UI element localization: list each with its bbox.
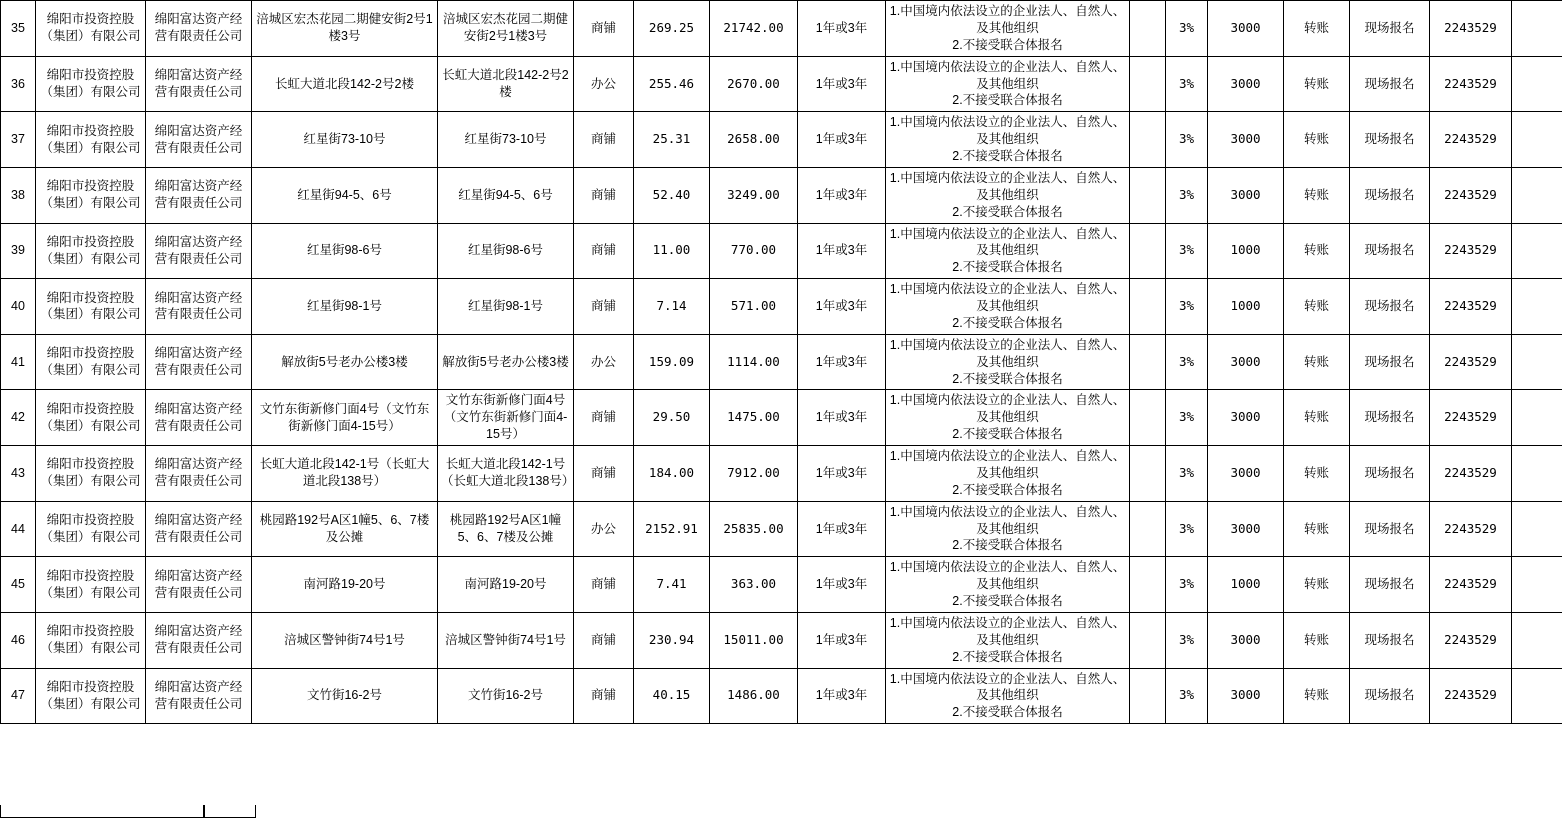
owner-unit: 绵阳市投资控股（集团）有限公司 (36, 668, 146, 724)
contact-phone: 2243529 (1430, 668, 1512, 724)
contact-phone: 2243529 (1430, 501, 1512, 557)
lease-term: 1年或3年 (798, 390, 886, 446)
property-address: 红星街73-10号 (438, 112, 574, 168)
spacer-cell (1130, 223, 1166, 279)
property-use: 办公 (574, 501, 634, 557)
signup-method: 现场报名 (1350, 557, 1430, 613)
bidder-conditions: 1.中国境内依法设立的企业法人、自然人、及其他组织 2.不接受联合体报名 (886, 668, 1130, 724)
property-address: 长虹大道北段142-1号（长虹大道北段138号） (438, 446, 574, 502)
payment-method: 转账 (1284, 390, 1350, 446)
agent-unit: 绵阳富达资产经营有限责任公司 (146, 557, 252, 613)
deposit-amount: 1000 (1208, 223, 1284, 279)
owner-unit: 绵阳市投资控股（集团）有限公司 (36, 167, 146, 223)
table-row (1, 668, 1562, 724)
agent-unit: 绵阳富达资产经营有限责任公司 (146, 446, 252, 502)
table-row (1, 112, 1562, 168)
spacer-cell (1130, 501, 1166, 557)
row-index: 38 (1, 167, 36, 223)
contact-phone: 2243529 (1430, 390, 1512, 446)
table-row (1, 223, 1562, 279)
contact-phone: 2243529 (1430, 167, 1512, 223)
commission-rate: 3% (1166, 279, 1208, 335)
property-use: 办公 (574, 56, 634, 112)
lease-term: 1年或3年 (798, 1, 886, 57)
bottom-strip (0, 805, 1562, 819)
contact-phone: 2243529 (1430, 223, 1512, 279)
property-area: 52.40 (634, 167, 710, 223)
signup-method: 现场报名 (1350, 112, 1430, 168)
deposit-amount: 3000 (1208, 1, 1284, 57)
property-address: 红星街98-6号 (438, 223, 574, 279)
trailing-cell (1512, 668, 1562, 724)
property-area: 184.00 (634, 446, 710, 502)
signup-method: 现场报名 (1350, 167, 1430, 223)
property-address: 红星街94-5、6号 (438, 167, 574, 223)
contact-phone: 2243529 (1430, 612, 1512, 668)
agent-unit: 绵阳富达资产经营有限责任公司 (146, 612, 252, 668)
owner-unit: 绵阳市投资控股（集团）有限公司 (36, 223, 146, 279)
signup-method: 现场报名 (1350, 668, 1430, 724)
property-location: 红星街98-6号 (252, 223, 438, 279)
bidder-conditions: 1.中国境内依法设立的企业法人、自然人、及其他组织 2.不接受联合体报名 (886, 446, 1130, 502)
payment-method: 转账 (1284, 668, 1350, 724)
owner-unit: 绵阳市投资控股（集团）有限公司 (36, 56, 146, 112)
trailing-cell (1512, 501, 1562, 557)
bidder-conditions: 1.中国境内依法设立的企业法人、自然人、及其他组织 2.不接受联合体报名 (886, 612, 1130, 668)
property-area: 2152.91 (634, 501, 710, 557)
table-row (1, 612, 1562, 668)
agent-unit: 绵阳富达资产经营有限责任公司 (146, 390, 252, 446)
table-row (1, 279, 1562, 335)
deposit-amount: 3000 (1208, 501, 1284, 557)
owner-unit: 绵阳市投资控股（集团）有限公司 (36, 1, 146, 57)
signup-method: 现场报名 (1350, 1, 1430, 57)
owner-unit: 绵阳市投资控股（集团）有限公司 (36, 112, 146, 168)
starting-price: 25835.00 (710, 501, 798, 557)
signup-method: 现场报名 (1350, 612, 1430, 668)
trailing-cell (1512, 56, 1562, 112)
spacer-cell (1130, 1, 1166, 57)
owner-unit: 绵阳市投资控股（集团）有限公司 (36, 334, 146, 390)
lease-term: 1年或3年 (798, 223, 886, 279)
property-area: 7.14 (634, 279, 710, 335)
signup-method: 现场报名 (1350, 223, 1430, 279)
spacer-cell (1130, 112, 1166, 168)
starting-price: 15011.00 (710, 612, 798, 668)
trailing-cell (1512, 167, 1562, 223)
trailing-cell (1512, 112, 1562, 168)
row-index: 41 (1, 334, 36, 390)
row-index: 39 (1, 223, 36, 279)
contact-phone: 2243529 (1430, 557, 1512, 613)
starting-price: 1486.00 (710, 668, 798, 724)
lease-term: 1年或3年 (798, 612, 886, 668)
signup-method: 现场报名 (1350, 56, 1430, 112)
property-address: 文竹街16-2号 (438, 668, 574, 724)
row-index: 43 (1, 446, 36, 502)
bottom-cell-left (0, 805, 204, 818)
property-area: 11.00 (634, 223, 710, 279)
lease-term: 1年或3年 (798, 501, 886, 557)
property-area: 269.25 (634, 1, 710, 57)
trailing-cell (1512, 446, 1562, 502)
contact-phone: 2243529 (1430, 279, 1512, 335)
payment-method: 转账 (1284, 56, 1350, 112)
trailing-cell (1512, 334, 1562, 390)
property-address: 南河路19-20号 (438, 557, 574, 613)
spacer-cell (1130, 612, 1166, 668)
commission-rate: 3% (1166, 334, 1208, 390)
starting-price: 2658.00 (710, 112, 798, 168)
owner-unit: 绵阳市投资控股（集团）有限公司 (36, 390, 146, 446)
row-index: 46 (1, 612, 36, 668)
deposit-amount: 3000 (1208, 612, 1284, 668)
payment-method: 转账 (1284, 557, 1350, 613)
owner-unit: 绵阳市投资控股（集团）有限公司 (36, 446, 146, 502)
deposit-amount: 1000 (1208, 279, 1284, 335)
commission-rate: 3% (1166, 1, 1208, 57)
deposit-amount: 1000 (1208, 557, 1284, 613)
row-index: 42 (1, 390, 36, 446)
commission-rate: 3% (1166, 56, 1208, 112)
bidder-conditions: 1.中国境内依法设立的企业法人、自然人、及其他组织 2.不接受联合体报名 (886, 334, 1130, 390)
owner-unit: 绵阳市投资控股（集团）有限公司 (36, 557, 146, 613)
property-use: 商铺 (574, 557, 634, 613)
table-row (1, 56, 1562, 112)
commission-rate: 3% (1166, 167, 1208, 223)
property-location: 红星街98-1号 (252, 279, 438, 335)
deposit-amount: 3000 (1208, 334, 1284, 390)
spacer-cell (1130, 668, 1166, 724)
bidder-conditions: 1.中国境内依法设立的企业法人、自然人、及其他组织 2.不接受联合体报名 (886, 56, 1130, 112)
deposit-amount: 3000 (1208, 668, 1284, 724)
commission-rate: 3% (1166, 612, 1208, 668)
payment-method: 转账 (1284, 279, 1350, 335)
payment-method: 转账 (1284, 112, 1350, 168)
spacer-cell (1130, 56, 1166, 112)
row-index: 37 (1, 112, 36, 168)
spacer-cell (1130, 167, 1166, 223)
trailing-cell (1512, 279, 1562, 335)
lease-term: 1年或3年 (798, 557, 886, 613)
trailing-cell (1512, 557, 1562, 613)
owner-unit: 绵阳市投资控股（集团）有限公司 (36, 612, 146, 668)
property-location: 长虹大道北段142-1号（长虹大道北段138号） (252, 446, 438, 502)
contact-phone: 2243529 (1430, 446, 1512, 502)
payment-method: 转账 (1284, 501, 1350, 557)
property-use: 商铺 (574, 112, 634, 168)
row-index: 47 (1, 668, 36, 724)
starting-price: 3249.00 (710, 167, 798, 223)
deposit-amount: 3000 (1208, 167, 1284, 223)
agent-unit: 绵阳富达资产经营有限责任公司 (146, 112, 252, 168)
signup-method: 现场报名 (1350, 501, 1430, 557)
trailing-cell (1512, 390, 1562, 446)
property-use: 商铺 (574, 1, 634, 57)
owner-unit: 绵阳市投资控股（集团）有限公司 (36, 501, 146, 557)
agent-unit: 绵阳富达资产经营有限责任公司 (146, 223, 252, 279)
agent-unit: 绵阳富达资产经营有限责任公司 (146, 501, 252, 557)
payment-method: 转账 (1284, 167, 1350, 223)
property-area: 230.94 (634, 612, 710, 668)
bidder-conditions: 1.中国境内依法设立的企业法人、自然人、及其他组织 2.不接受联合体报名 (886, 1, 1130, 57)
bidder-conditions: 1.中国境内依法设立的企业法人、自然人、及其他组织 2.不接受联合体报名 (886, 390, 1130, 446)
property-use: 商铺 (574, 279, 634, 335)
starting-price: 1114.00 (710, 334, 798, 390)
starting-price: 1475.00 (710, 390, 798, 446)
row-index: 35 (1, 1, 36, 57)
trailing-cell (1512, 1, 1562, 57)
lease-term: 1年或3年 (798, 446, 886, 502)
property-use: 办公 (574, 334, 634, 390)
property-address: 桃园路192号A区1幢5、6、7楼及公摊 (438, 501, 574, 557)
payment-method: 转账 (1284, 223, 1350, 279)
agent-unit: 绵阳富达资产经营有限责任公司 (146, 1, 252, 57)
table-row (1, 446, 1562, 502)
spacer-cell (1130, 446, 1166, 502)
payment-method: 转账 (1284, 334, 1350, 390)
lease-term: 1年或3年 (798, 56, 886, 112)
property-use: 商铺 (574, 223, 634, 279)
starting-price: 7912.00 (710, 446, 798, 502)
property-use: 商铺 (574, 668, 634, 724)
commission-rate: 3% (1166, 112, 1208, 168)
signup-method: 现场报名 (1350, 446, 1430, 502)
table-row (1, 501, 1562, 557)
property-location: 涪城区宏杰花园二期健安街2号1楼3号 (252, 1, 438, 57)
spacer-cell (1130, 279, 1166, 335)
bidder-conditions: 1.中国境内依法设立的企业法人、自然人、及其他组织 2.不接受联合体报名 (886, 223, 1130, 279)
signup-method: 现场报名 (1350, 390, 1430, 446)
property-location: 红星街73-10号 (252, 112, 438, 168)
property-location: 解放街5号老办公楼3楼 (252, 334, 438, 390)
bidder-conditions: 1.中国境内依法设立的企业法人、自然人、及其他组织 2.不接受联合体报名 (886, 167, 1130, 223)
commission-rate: 3% (1166, 223, 1208, 279)
lease-term: 1年或3年 (798, 279, 886, 335)
spacer-cell (1130, 557, 1166, 613)
row-index: 45 (1, 557, 36, 613)
row-index: 40 (1, 279, 36, 335)
trailing-cell (1512, 223, 1562, 279)
property-address: 解放街5号老办公楼3楼 (438, 334, 574, 390)
property-area: 40.15 (634, 668, 710, 724)
property-area: 29.50 (634, 390, 710, 446)
lease-term: 1年或3年 (798, 334, 886, 390)
deposit-amount: 3000 (1208, 446, 1284, 502)
contact-phone: 2243529 (1430, 112, 1512, 168)
table-row (1, 557, 1562, 613)
row-index: 44 (1, 501, 36, 557)
contact-phone: 2243529 (1430, 56, 1512, 112)
starting-price: 770.00 (710, 223, 798, 279)
starting-price: 2670.00 (710, 56, 798, 112)
agent-unit: 绵阳富达资产经营有限责任公司 (146, 56, 252, 112)
commission-rate: 3% (1166, 557, 1208, 613)
contact-phone: 2243529 (1430, 1, 1512, 57)
property-use: 商铺 (574, 612, 634, 668)
agent-unit: 绵阳富达资产经营有限责任公司 (146, 668, 252, 724)
trailing-cell (1512, 612, 1562, 668)
property-address: 涪城区宏杰花园二期健安街2号1楼3号 (438, 1, 574, 57)
property-location: 文竹街16-2号 (252, 668, 438, 724)
commission-rate: 3% (1166, 390, 1208, 446)
starting-price: 363.00 (710, 557, 798, 613)
property-area: 25.31 (634, 112, 710, 168)
property-use: 商铺 (574, 167, 634, 223)
table-row (1, 1, 1562, 57)
property-location: 桃园路192号A区1幢5、6、7楼及公摊 (252, 501, 438, 557)
lease-term: 1年或3年 (798, 668, 886, 724)
deposit-amount: 3000 (1208, 56, 1284, 112)
agent-unit: 绵阳富达资产经营有限责任公司 (146, 167, 252, 223)
property-location: 文竹东街新修门面4号（文竹东街新修门面4-15号） (252, 390, 438, 446)
commission-rate: 3% (1166, 668, 1208, 724)
table-row (1, 390, 1562, 446)
deposit-amount: 3000 (1208, 112, 1284, 168)
table-row (1, 334, 1562, 390)
lease-term: 1年或3年 (798, 167, 886, 223)
payment-method: 转账 (1284, 446, 1350, 502)
property-address: 文竹东街新修门面4号（文竹东街新修门面4-15号） (438, 390, 574, 446)
owner-unit: 绵阳市投资控股（集团）有限公司 (36, 279, 146, 335)
starting-price: 21742.00 (710, 1, 798, 57)
property-location: 南河路19-20号 (252, 557, 438, 613)
commission-rate: 3% (1166, 501, 1208, 557)
property-area: 255.46 (634, 56, 710, 112)
contact-phone: 2243529 (1430, 334, 1512, 390)
bottom-cell-right (204, 805, 256, 818)
bidder-conditions: 1.中国境内依法设立的企业法人、自然人、及其他组织 2.不接受联合体报名 (886, 557, 1130, 613)
signup-method: 现场报名 (1350, 279, 1430, 335)
property-address: 长虹大道北段142-2号2楼 (438, 56, 574, 112)
property-address: 红星街98-1号 (438, 279, 574, 335)
property-location: 涪城区警钟街74号1号 (252, 612, 438, 668)
spacer-cell (1130, 390, 1166, 446)
property-area: 159.09 (634, 334, 710, 390)
agent-unit: 绵阳富达资产经营有限责任公司 (146, 334, 252, 390)
bidder-conditions: 1.中国境内依法设立的企业法人、自然人、及其他组织 2.不接受联合体报名 (886, 501, 1130, 557)
property-area: 7.41 (634, 557, 710, 613)
signup-method: 现场报名 (1350, 334, 1430, 390)
property-location: 红星街94-5、6号 (252, 167, 438, 223)
spacer-cell (1130, 334, 1166, 390)
bidder-conditions: 1.中国境内依法设立的企业法人、自然人、及其他组织 2.不接受联合体报名 (886, 112, 1130, 168)
payment-method: 转账 (1284, 612, 1350, 668)
property-address: 涪城区警钟街74号1号 (438, 612, 574, 668)
table-row (1, 167, 1562, 223)
payment-method: 转账 (1284, 1, 1350, 57)
property-use: 商铺 (574, 446, 634, 502)
lease-term: 1年或3年 (798, 112, 886, 168)
agent-unit: 绵阳富达资产经营有限责任公司 (146, 279, 252, 335)
bidder-conditions: 1.中国境内依法设立的企业法人、自然人、及其他组织 2.不接受联合体报名 (886, 279, 1130, 335)
deposit-amount: 3000 (1208, 390, 1284, 446)
commission-rate: 3% (1166, 446, 1208, 502)
table-body (1, 1, 1562, 724)
starting-price: 571.00 (710, 279, 798, 335)
property-location: 长虹大道北段142-2号2楼 (252, 56, 438, 112)
row-index: 36 (1, 56, 36, 112)
property-use: 商铺 (574, 390, 634, 446)
